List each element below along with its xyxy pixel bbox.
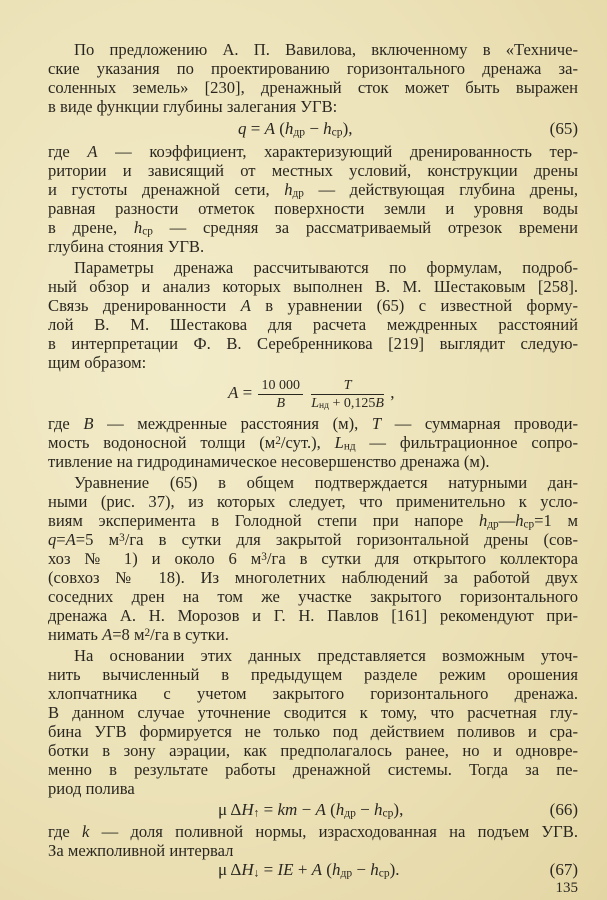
text-line: хоз № 1) и около 6 $м^3/га$ в сутки для открытого коллектора — [48, 549, 578, 568]
page-number: 135 — [555, 880, 578, 896]
text-line: где k — доля поливной нормы, израсходованная на подъем УГВ. — [48, 822, 578, 841]
text-line: В данном случае уточнение сводится к тому, что расчетная глу- — [48, 703, 578, 722]
fraction-2-numerator: T — [311, 377, 384, 395]
text-line: в дрене, $h_{ср}$ — средняя за рассматриваемый отрезок времени — [48, 218, 578, 238]
text-line: хлопчатника с учетом закрытого горизонтального дренажа. — [48, 684, 578, 703]
paragraph-coefficient-definition — [48, 142, 578, 256]
text-line: мость водоносной толщи $(м^2/сут.)$, $L_{нд}$ — фильтрационное сопро- — [48, 433, 578, 453]
equation-66-number: (66) — [549, 800, 578, 819]
text-line: ритории и зависящий от местных условий, конструкции дрены — [48, 161, 578, 180]
text-line: Связь дренированности A в уравнении (65) с известной форму- — [48, 296, 578, 315]
paragraph-k-definition — [48, 822, 578, 860]
text-line: По предложению А. П. Вавилова, включенному в «Техниче- — [74, 40, 578, 59]
fraction-2-denominator: $L_{нд} + 0,125B$ — [311, 395, 384, 411]
text-line: дренажа А. Н. Морозов и Г. Н. Павлов [161] рекомендуют при- — [48, 606, 578, 625]
paragraph-vavilov — [48, 40, 578, 116]
text-line: ские указания по проектированию горизонтального дренажа за- — [48, 59, 578, 78]
paragraph-field-data — [48, 473, 578, 644]
equation-65-body: q = A $(h_{др} - h_{ср})$, — [238, 119, 353, 139]
equation-67-number: (67) — [549, 860, 578, 879]
text-line: За межполивной интервал — [48, 841, 234, 860]
text-line: и густоты дренажной сети, $h_{др}$ — действующая глубина дрены, — [48, 180, 578, 200]
text-line: щим образом: — [48, 353, 147, 372]
text-line: где B — междренные расстояния (м), T — суммарная проводи- — [48, 414, 578, 433]
equation-66-body: μ $\Delta H_↑$ = km − A $(h_{др} - h_{ср})$, — [218, 800, 404, 820]
equation-67-body: μ $\Delta H_↓$ = IE + A $(h_{др} - h_{ср})$. — [218, 860, 400, 880]
equation-A-comma: , — [390, 383, 395, 402]
text-line: виям эксперимента в Голодной степи при напоре $h_{др}—h_{ср}=1$ м — [48, 511, 578, 531]
text-line: в виде функции глубины залегания УГВ: — [48, 97, 338, 116]
text-line: соседних дрен на том же участке закрытого горизонтального — [48, 587, 578, 606]
text-line: ный обзор и анализ которых выполнен В. М. Шестаковым [258]. — [48, 277, 578, 296]
text-line: бина УГВ формируется не только под действием поливов и сра- — [48, 722, 578, 741]
text-line: Уравнение (65) в общем подтверждается натурными дан- — [74, 473, 578, 492]
equation-67 — [48, 860, 578, 880]
paragraph-variable-definitions — [48, 414, 578, 471]
text-line: лой В. М. Шестакова для расчета междренных расстояний — [48, 315, 578, 334]
text-line: нить вычисленный в предыдущем разделе режим орошения — [48, 665, 578, 684]
text-line: риод полива — [48, 779, 135, 798]
text-line: равная разности отметок поверхности земли и уровня воды — [48, 199, 578, 218]
fraction-1-denominator: B — [276, 395, 286, 411]
fraction-1-numerator: 10 000 — [258, 377, 303, 395]
equation-66 — [48, 800, 578, 820]
text-line: соленных земель» [230], дренажный сток может быть выражен — [48, 78, 578, 97]
text-line: в интерпретации Ф. В. Серебренникова [219] выглядит следую- — [48, 334, 578, 353]
text-line: Параметры дренажа рассчитываются по формулам, подроб- — [74, 258, 578, 277]
text-line: нимать A=8 $м^2/га$ в сутки. — [48, 625, 229, 644]
equation-A-lhs: A = — [228, 383, 253, 402]
text-line: На основании этих данных представляется возможным уточ- — [74, 646, 578, 665]
text-line: глубина стояния УГВ. — [48, 237, 205, 256]
text-line: q=A=5 $м^3/га$ в сутки для закрытой горизонтальной дрены (сов- — [48, 530, 578, 549]
text-line: где A — коэффициент, характеризующий дренированность тер- — [48, 142, 578, 161]
text-line: (совхоз № 18). Из многолетних наблюдений за работой двух — [48, 568, 578, 587]
equation-65 — [48, 119, 578, 139]
text-line: менно в результате работы дренажной системы. Тогда за пе- — [48, 760, 578, 779]
equation-A — [48, 374, 578, 412]
paragraph-irrigation-regime — [48, 646, 578, 798]
text-line: ботки в зону аэрации, как предполагалось ранее, но и одновре- — [48, 741, 578, 760]
text-line: тивление на гидродинамическое несовершенство дренажа (м). — [48, 452, 490, 471]
paragraph-drainage-parameters — [48, 258, 578, 372]
text-line: ными (рис. 37), из которых следует, что применительно к усло- — [48, 492, 578, 511]
equation-65-number: (65) — [549, 119, 578, 138]
